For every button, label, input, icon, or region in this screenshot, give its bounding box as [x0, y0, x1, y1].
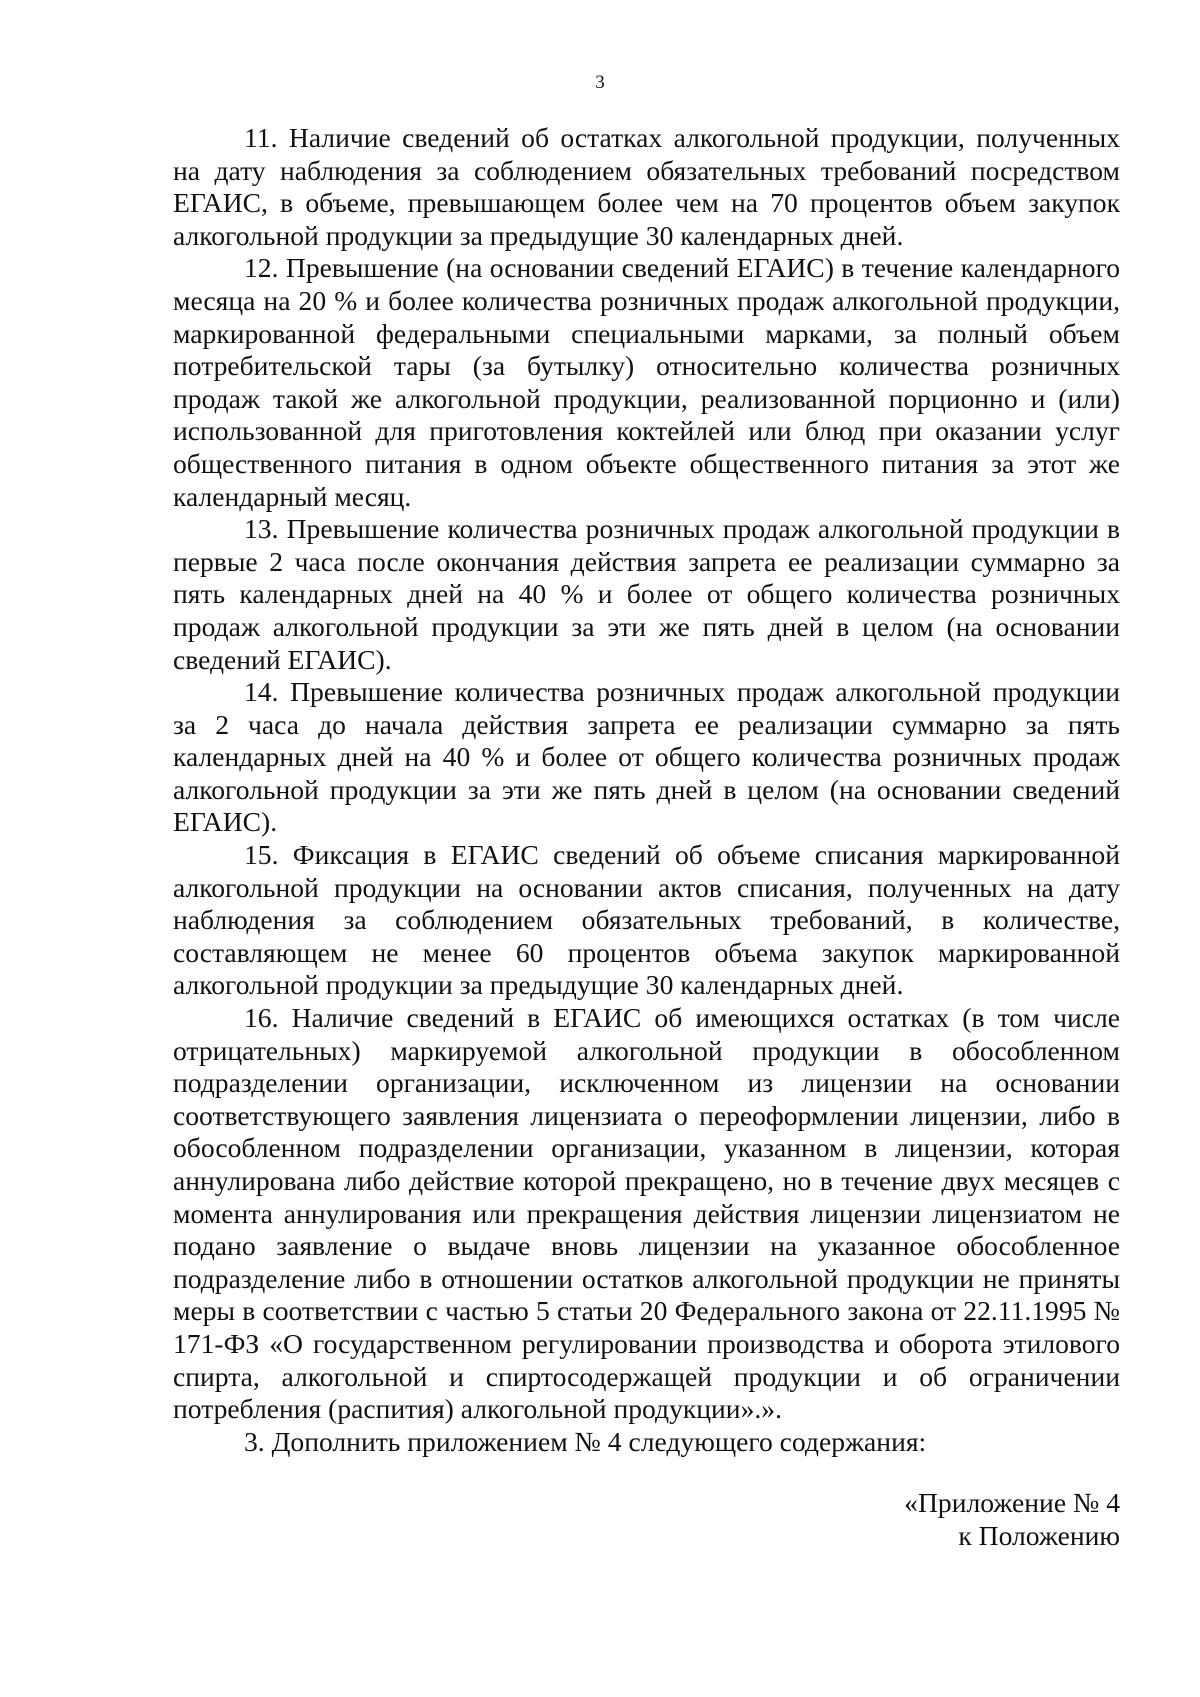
paragraph-item-13: 13. Превышение количества розничных продаж алкогольной продукции в первые 2 часа после окончания действия запрета ее реализации суммарно за пять календарных дней на 40 % и более от общего количества розничных продаж алкогольной продукции за эти же пять дней в целом (на основании сведений ЕГАИС). — [173, 513, 1120, 675]
paragraph-item-12: 12. Превышение (на основании сведений ЕГАИС) в течение календарного месяца на 20 % и более количества розничных продаж алкогольной продукции, маркированной федеральными специальными марками, за полный объем потребительской тары (за бутылку) относительно количества розничных продаж такой же алкогольной продукции, реализованной порционно и (или) использованной для приготовления коктейлей или блюд при оказании услуг общественного питания в одном объекте общественного питания за этот же календарный месяц. — [173, 252, 1120, 512]
paragraph-item-16: 16. Наличие сведений в ЕГАИС об имеющихся остатках (в том числе отрицательных) маркируемой алкогольной продукции в обособленном подразделении организации, исключенном из лицензии на основании соответствующего заявления лицензиата о переоформлении лицензии, либо в обособленном подразделении организации, указанном в лицензии, которая аннулирована либо действие которой прекращено, но в течение двух месяцев с момента аннулирования или прекращения действия лицензии лицензиатом не подано заявление о выдаче вновь лицензии на указанное обособленное подразделение либо в отношении остатков алкогольной продукции не приняты меры в соответствии с частью 5 статьи 20 Федерального закона от 22.11.1995 № 171-ФЗ «О государственном регулировании производства и оборота этилового спирта, алкогольной и спиртосодержащей продукции и об ограничении потребления (распития) алкогольной продукции».». — [173, 1002, 1120, 1425]
document-body — [173, 122, 1120, 1458]
paragraph-section-3: 3. Дополнить приложением № 4 следующего содержания: — [244, 1425, 927, 1457]
page-number: 3 — [595, 72, 605, 93]
paragraph-item-14: 14. Превышение количества розничных продаж алкогольной продукции за 2 часа до начала действия запрета ее реализации суммарно за пять календарных дней на 40 % и более от общего количества розничных продаж алкогольной продукции за эти же пять дней в целом (на основании сведений ЕГАИС). — [173, 676, 1120, 838]
appendix-heading-line-2: к Положению — [958, 1520, 1120, 1551]
paragraph-item-15: 15. Фиксация в ЕГАИС сведений об объеме списания маркированной алкогольной продукции на основании актов списания, полученных на дату наблюдения за соблюдением обязательных требований, в количестве, составляющем не менее 60 процентов объема закупок маркированной алкогольной продукции за предыдущие 30 календарных дней. — [173, 839, 1120, 1001]
appendix-heading-line-1: «Приложение № 4 — [904, 1487, 1120, 1518]
paragraph-item-11: 11. Наличие сведений об остатках алкогольной продукции, полученных на дату наблюдения за соблюдением обязательных требований посредством ЕГАИС, в объеме, превышающем более чем на 70 процентов объем закупок алкогольной продукции за предыдущие 30 календарных дней. — [173, 122, 1120, 251]
appendix-heading — [904, 1486, 1120, 1552]
